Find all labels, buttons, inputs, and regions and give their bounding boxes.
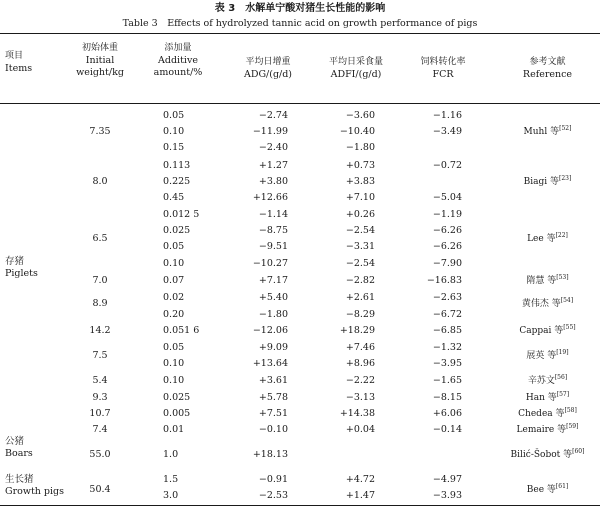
adg-cell: +9.09: [258, 342, 288, 353]
amount-cell: 1.0: [163, 449, 179, 460]
adg-cell: −11.99: [252, 126, 288, 137]
adg-cell: +3.80: [258, 176, 288, 187]
adfi-cell: −1.80: [345, 142, 375, 153]
fcr-cell: −3.93: [432, 490, 462, 501]
fcr-cell: −8.15: [432, 392, 462, 403]
adfi-cell: +0.73: [345, 160, 375, 171]
reference-cell: Chedea 等[58]: [518, 407, 577, 419]
weight-cell: 50.4: [89, 484, 111, 495]
adfi-cell: +7.10: [345, 192, 375, 203]
adg-cell: −1.80: [258, 309, 288, 320]
adfi-cell: +7.46: [345, 342, 375, 353]
reference-cell: Han 等[57]: [525, 391, 570, 403]
adfi-cell: −3.60: [345, 110, 375, 121]
weight-cell: 7.0: [92, 275, 108, 286]
weight-cell: 6.5: [92, 233, 108, 244]
adfi-cell: −8.29: [345, 309, 375, 320]
adg-cell: −1.14: [258, 209, 288, 220]
adg-cell: +7.17: [258, 275, 288, 286]
adg-cell: +12.66: [252, 192, 288, 203]
fcr-cell: −1.32: [432, 342, 462, 353]
adfi-cell: +8.96: [345, 358, 375, 369]
group-label-piglets: 存猪 Piglets: [5, 256, 38, 279]
reference-cell: Cappai 等[55]: [519, 324, 576, 336]
amount-cell: 0.10: [163, 126, 185, 137]
reference-cell: Bilić-Šobot 等[60]: [510, 448, 585, 460]
amount-cell: 0.45: [163, 192, 185, 203]
reference-cell: 隋慧 等[53]: [526, 274, 569, 286]
weight-cell: 8.0: [92, 176, 108, 187]
header-items: 项目 Items: [5, 51, 33, 74]
adg-cell: −2.53: [258, 490, 288, 501]
adfi-cell: +2.61: [345, 292, 375, 303]
adfi-cell: −2.22: [345, 375, 375, 386]
amount-cell: 0.005: [163, 408, 191, 419]
fcr-cell: −4.97: [432, 474, 462, 485]
adfi-cell: −10.40: [339, 126, 375, 137]
fcr-cell: −5.04: [432, 192, 462, 203]
adfi-cell: +18.29: [339, 325, 375, 336]
amount-cell: 3.0: [163, 490, 179, 501]
adfi-cell: +0.04: [345, 424, 375, 435]
header-rule: [0, 103, 600, 104]
adfi-cell: −3.13: [345, 392, 375, 403]
weight-cell: 14.2: [89, 325, 111, 336]
reference-cell: Muhl 等[52]: [523, 125, 572, 137]
weight-cell: 8.9: [92, 298, 108, 309]
header-initial-weight: 初始体重 Initial weight/kg: [76, 43, 124, 78]
amount-cell: 1.5: [163, 474, 179, 485]
adfi-cell: +4.72: [345, 474, 375, 485]
fcr-cell: −6.72: [432, 309, 462, 320]
adg-cell: +18.13: [252, 449, 288, 460]
header-additive-amount: 添加量 Additive amount/%: [153, 43, 203, 78]
header-reference: 参考文献 Reference: [522, 57, 573, 80]
adg-cell: −10.27: [252, 258, 288, 269]
adfi-cell: −3.31: [345, 241, 375, 252]
adfi-cell: +3.83: [345, 176, 375, 187]
fcr-cell: −1.19: [432, 209, 462, 220]
fcr-cell: −0.14: [432, 424, 462, 435]
amount-cell: 0.225: [163, 176, 191, 187]
adg-cell: −8.75: [258, 225, 288, 236]
fcr-cell: −7.90: [432, 258, 462, 269]
fcr-cell: −3.95: [432, 358, 462, 369]
adfi-cell: +0.26: [345, 209, 375, 220]
header-fcr: 饲料转化率 FCR: [420, 57, 466, 80]
amount-cell: 0.20: [163, 309, 185, 320]
amount-cell: 0.15: [163, 142, 185, 153]
adg-cell: −0.91: [258, 474, 288, 485]
weight-cell: 10.7: [89, 408, 111, 419]
adg-cell: −2.40: [258, 142, 288, 153]
bottom-rule: [0, 505, 600, 506]
reference-cell: 展英 等[19]: [526, 349, 569, 361]
amount-cell: 0.025: [163, 392, 191, 403]
fcr-cell: −2.63: [432, 292, 462, 303]
reference-cell: Biagi 等[23]: [523, 175, 572, 187]
adg-cell: +7.51: [258, 408, 288, 419]
adg-cell: +13.64: [252, 358, 288, 369]
fcr-cell: −6.85: [432, 325, 462, 336]
adfi-cell: −2.54: [345, 225, 375, 236]
reference-cell: Lee 等[22]: [527, 232, 568, 244]
adg-cell: −12.06: [252, 325, 288, 336]
adfi-cell: −2.54: [345, 258, 375, 269]
fcr-cell: −3.49: [432, 126, 462, 137]
adfi-cell: +14.38: [339, 408, 375, 419]
adg-cell: +5.40: [258, 292, 288, 303]
adg-cell: −9.51: [258, 241, 288, 252]
reference-cell: 辛苏文[56]: [527, 374, 568, 386]
group-label-boars: 公猪 Boars: [5, 436, 33, 459]
amount-cell: 0.10: [163, 258, 185, 269]
table-caption-cn: 表 3 水解单宁酸对猪生长性能的影响: [214, 3, 386, 14]
fcr-cell: −6.26: [432, 225, 462, 236]
adg-cell: +1.27: [258, 160, 288, 171]
table-caption-en: Table 3 Effects of hydrolyzed tannic acid on growth performance of pigs: [122, 18, 478, 29]
amount-cell: 0.01: [163, 424, 185, 435]
amount-cell: 0.10: [163, 375, 185, 386]
adg-cell: +3.61: [258, 375, 288, 386]
amount-cell: 0.10: [163, 358, 185, 369]
adg-cell: −0.10: [258, 424, 288, 435]
header-adg: 平均日增重 ADG/(g/d): [243, 57, 293, 80]
amount-cell: 0.051 6: [163, 325, 200, 336]
adfi-cell: +1.47: [345, 490, 375, 501]
header-adfi: 平均日采食量 ADFI/(g/d): [328, 57, 383, 80]
fcr-cell: −16.83: [426, 275, 462, 286]
weight-cell: 7.4: [92, 424, 108, 435]
reference-cell: 黄伟杰 等[54]: [521, 297, 574, 309]
fcr-cell: −1.65: [432, 375, 462, 386]
fcr-cell: −0.72: [432, 160, 462, 171]
fcr-cell: −1.16: [432, 110, 462, 121]
fcr-cell: +6.06: [432, 408, 462, 419]
weight-cell: 55.0: [89, 449, 111, 460]
fcr-cell: −6.26: [432, 241, 462, 252]
weight-cell: 9.3: [92, 392, 108, 403]
adg-cell: −2.74: [258, 110, 288, 121]
adfi-cell: −2.82: [345, 275, 375, 286]
weight-cell: 7.5: [92, 350, 108, 361]
amount-cell: 0.025: [163, 225, 191, 236]
top-rule: [0, 33, 600, 34]
adg-cell: +5.78: [258, 392, 288, 403]
group-label-growth-pigs: 生长猪 Growth pigs: [5, 474, 65, 497]
amount-cell: 0.05: [163, 110, 185, 121]
reference-cell: Lemaire 等[59]: [516, 423, 579, 435]
weight-cell: 5.4: [92, 375, 108, 386]
amount-cell: 0.113: [163, 160, 191, 171]
amount-cell: 0.05: [163, 241, 185, 252]
weight-cell: 7.35: [89, 126, 111, 137]
amount-cell: 0.02: [163, 292, 185, 303]
amount-cell: 0.012 5: [163, 209, 200, 220]
reference-cell: Bee 等[61]: [526, 483, 569, 495]
amount-cell: 0.07: [163, 275, 185, 286]
amount-cell: 0.05: [163, 342, 185, 353]
